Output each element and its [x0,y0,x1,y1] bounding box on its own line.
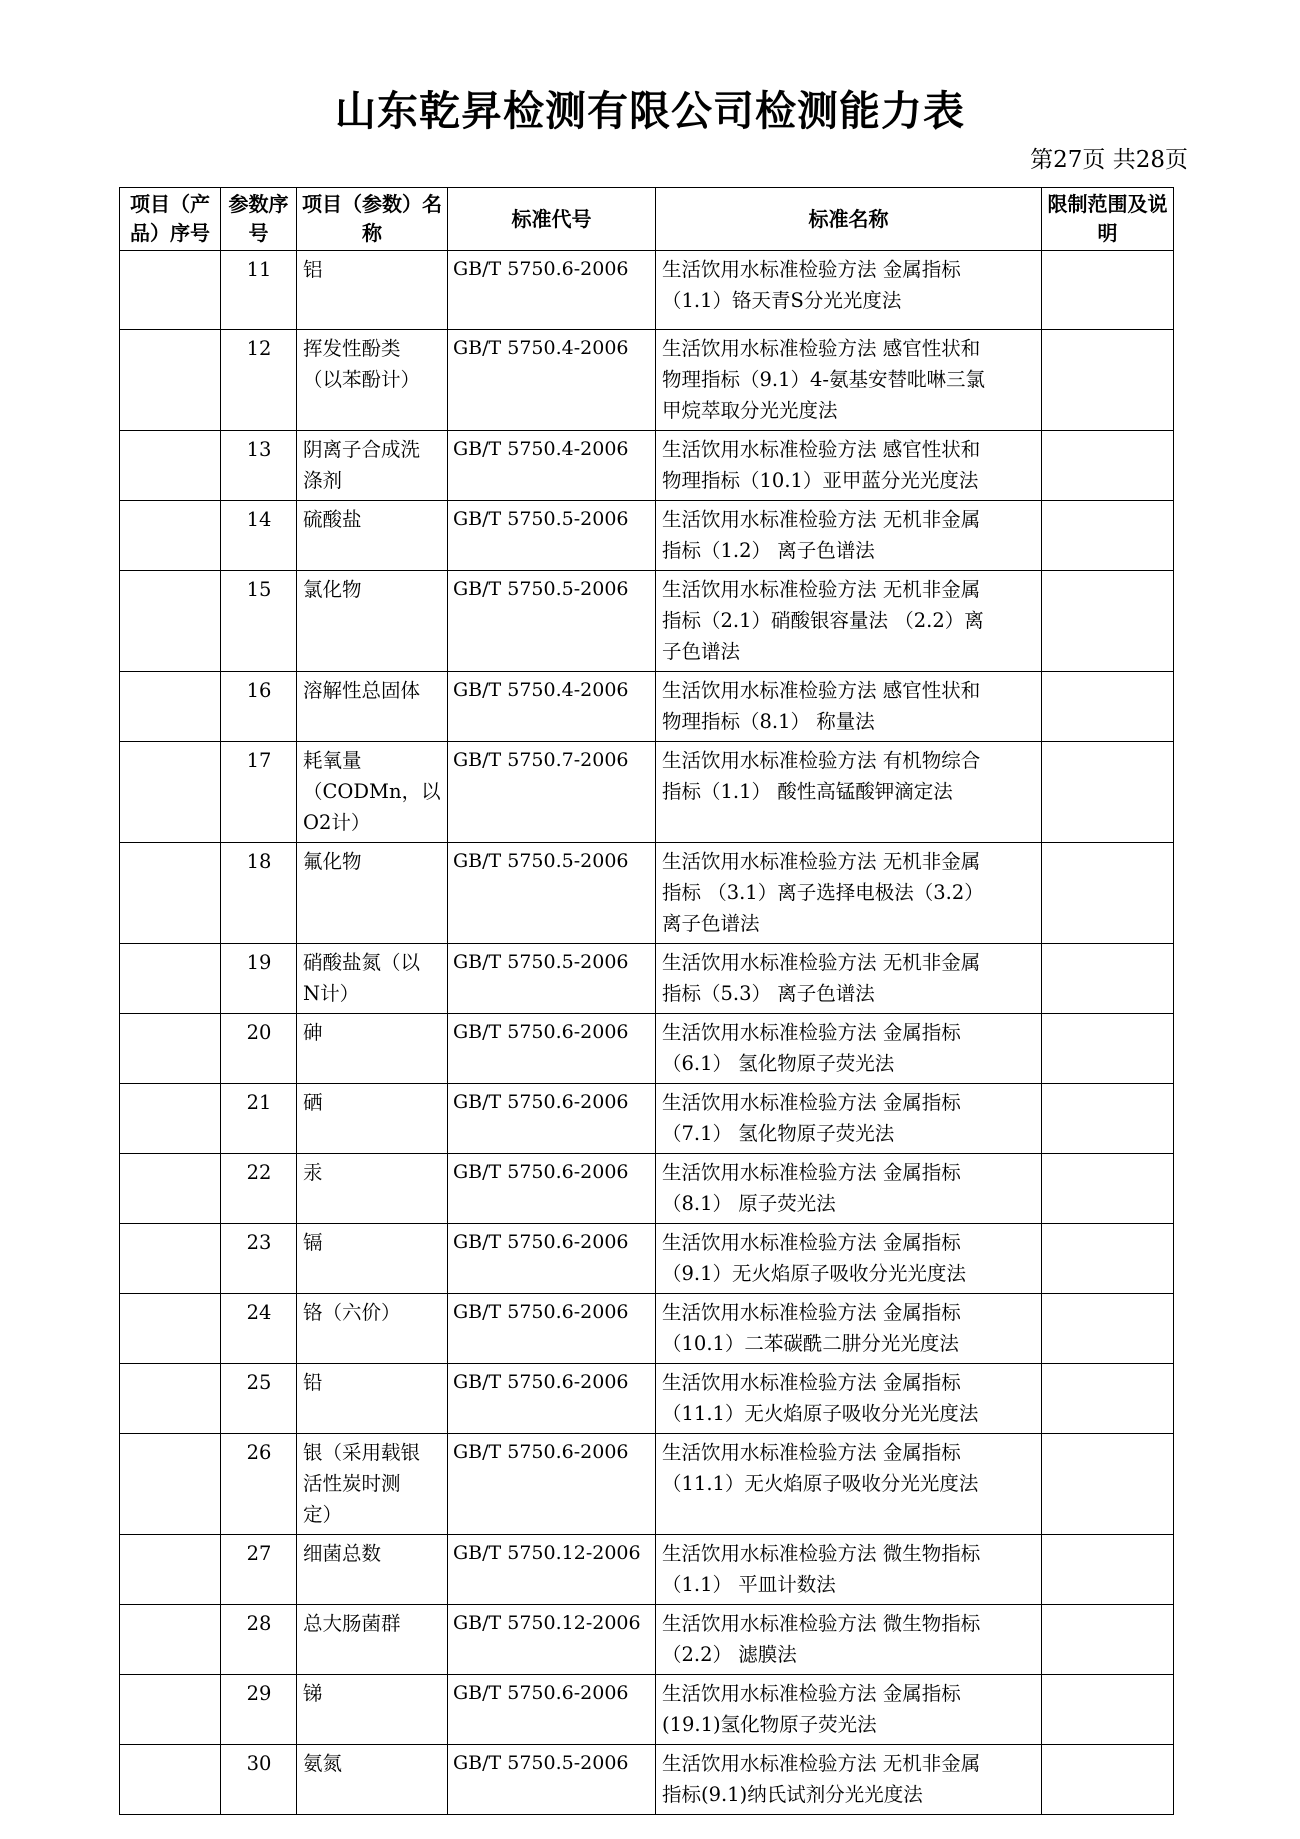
standard-code-cell: GB/T 5750.5-2006 [448,843,656,944]
param-name-line: 镉 [303,1231,323,1254]
limit-scope-cell [1042,571,1174,672]
table-row [120,843,1174,944]
table-row [120,1364,1174,1434]
standard-name-line: 离子色谱法 [662,912,760,935]
limit-scope-cell [1042,1434,1174,1535]
standard-code-cell: GB/T 5750.6-2006 [448,1675,656,1745]
standard-code-cell: GB/T 5750.6-2006 [448,1014,656,1084]
param-name-cell [297,431,448,501]
param-no-cell: 21 [221,1084,297,1154]
standard-name-cell [656,742,1042,843]
param-name-line: 溶解性总固体 [303,679,421,702]
standard-name-cell [656,1014,1042,1084]
param-name-line: 铬（六价） [303,1301,401,1324]
limit-scope-cell [1042,672,1174,742]
standard-name-line: 指标（1.1） 酸性高锰酸钾滴定法 [662,780,953,803]
table-row [120,742,1174,843]
item-no-cell [120,1084,221,1154]
limit-scope-cell [1042,742,1174,843]
item-no-cell [120,1294,221,1364]
standard-code-cell: GB/T 5750.5-2006 [448,944,656,1014]
standard-name-line: 生活饮用水标准检验方法 无机非金属 [662,850,981,873]
standard-name-line: 生活饮用水标准检验方法 金属指标 [662,1441,961,1464]
table-row [120,1535,1174,1605]
limit-scope-cell [1042,1084,1174,1154]
param-no-cell: 20 [221,1014,297,1084]
standard-name-cell [656,431,1042,501]
item-no-cell [120,843,221,944]
standard-code-cell: GB/T 5750.6-2006 [448,1224,656,1294]
standard-name-line: （2.2） 滤膜法 [662,1643,797,1666]
standard-name-line: （9.1）无火焰原子吸收分光光度法 [662,1262,967,1285]
capability-table [119,187,1174,1815]
param-no-cell: 22 [221,1154,297,1224]
standard-name-line: （11.1）无火焰原子吸收分光光度法 [662,1402,979,1425]
document-title: 山东乾昇检测有限公司检测能力表 [335,87,965,135]
standard-name-cell [656,1535,1042,1605]
param-name-cell [297,1084,448,1154]
standard-name-cell [656,1084,1042,1154]
param-name-line: 氟化物 [303,850,362,873]
limit-scope-cell [1042,1364,1174,1434]
standard-name-line: 生活饮用水标准检验方法 无机非金属 [662,951,981,974]
standard-name-line: 生活饮用水标准检验方法 金属指标 [662,1161,961,1184]
standard-name-line: 生活饮用水标准检验方法 有机物综合 [662,749,981,772]
table-row [120,1154,1174,1224]
standard-code-cell: GB/T 5750.12-2006 [448,1535,656,1605]
limit-scope-cell [1042,944,1174,1014]
standard-name-cell [656,672,1042,742]
item-no-cell [120,742,221,843]
item-no-cell [120,1434,221,1535]
param-name-cell [297,1434,448,1535]
item-no-cell [120,1014,221,1084]
param-name-cell [297,843,448,944]
limit-scope-cell [1042,1535,1174,1605]
standard-name-cell [656,1294,1042,1364]
item-no-cell [120,330,221,431]
limit-scope-cell [1042,843,1174,944]
item-no-cell [120,1224,221,1294]
param-name-line: 总大肠菌群 [303,1612,401,1635]
param-name-cell [297,672,448,742]
item-no-cell [120,1364,221,1434]
param-name-line: 铝 [303,258,323,281]
item-no-cell [120,571,221,672]
standard-name-line: 物理指标（8.1） 称量法 [662,710,875,733]
limit-scope-cell [1042,330,1174,431]
param-name-line: N计） [303,982,360,1005]
standard-name-line: (19.1)氢化物原子荧光法 [662,1713,877,1736]
table-row [120,1014,1174,1084]
item-no-cell [120,251,221,330]
standard-name-line: 子色谱法 [662,640,741,663]
standard-code-cell: GB/T 5750.5-2006 [448,571,656,672]
standard-name-line: 指标（1.2） 离子色谱法 [662,539,875,562]
standard-name-cell [656,1434,1042,1535]
standard-name-line: 生活饮用水标准检验方法 感官性状和 [662,679,981,702]
standard-name-line: （8.1） 原子荧光法 [662,1192,836,1215]
param-name-cell [297,944,448,1014]
param-no-cell: 29 [221,1675,297,1745]
header-param-name: 项目（参数）名称 [297,188,448,251]
header-item-no: 项目（产品）序号 [120,188,221,251]
param-name-cell [297,1154,448,1224]
param-no-cell: 19 [221,944,297,1014]
standard-name-line: 生活饮用水标准检验方法 金属指标 [662,1091,961,1114]
standard-name-line: 生活饮用水标准检验方法 微生物指标 [662,1542,981,1565]
table-row [120,1224,1174,1294]
table-row [120,330,1174,431]
standard-code-cell: GB/T 5750.12-2006 [448,1605,656,1675]
param-name-line: 锑 [303,1682,323,1705]
standard-name-line: 生活饮用水标准检验方法 无机非金属 [662,578,981,601]
limit-scope-cell [1042,1294,1174,1364]
standard-name-line: 甲烷萃取分光光度法 [662,399,838,422]
header-param-no: 参数序号 [221,188,297,251]
standard-name-line: 生活饮用水标准检验方法 金属指标 [662,1371,961,1394]
param-no-cell: 18 [221,843,297,944]
table-header-row [120,188,1174,251]
param-name-cell [297,501,448,571]
standard-name-cell [656,1745,1042,1815]
limit-scope-cell [1042,431,1174,501]
standard-name-cell [656,501,1042,571]
param-no-cell: 14 [221,501,297,571]
param-no-cell: 28 [221,1605,297,1675]
param-name-cell [297,330,448,431]
standard-name-line: 指标（2.1）硝酸银容量法 （2.2）离 [662,609,984,632]
standard-name-line: （10.1）二苯碳酰二肼分光光度法 [662,1332,959,1355]
limit-scope-cell [1042,1154,1174,1224]
table-body [120,251,1174,1815]
table-row [120,1745,1174,1815]
param-name-line: 细菌总数 [303,1542,382,1565]
standard-name-cell [656,1224,1042,1294]
standard-name-line: 生活饮用水标准检验方法 无机非金属 [662,1752,981,1775]
page-indicator: 第27页 共28页 [1030,147,1188,173]
standard-name-line: 生活饮用水标准检验方法 金属指标 [662,258,961,281]
standard-code-cell: GB/T 5750.6-2006 [448,251,656,330]
param-name-line: 定） [303,1503,343,1526]
param-name-cell [297,1745,448,1815]
limit-scope-cell [1042,251,1174,330]
table-row [120,431,1174,501]
item-no-cell [120,431,221,501]
item-no-cell [120,1745,221,1815]
param-no-cell: 15 [221,571,297,672]
standard-name-line: 生活饮用水标准检验方法 金属指标 [662,1301,961,1324]
standard-code-cell: GB/T 5750.5-2006 [448,1745,656,1815]
item-no-cell [120,1675,221,1745]
standard-name-line: 生活饮用水标准检验方法 金属指标 [662,1231,961,1254]
table-row [120,944,1174,1014]
param-name-line: O2计） [303,811,371,834]
param-no-cell: 16 [221,672,297,742]
standard-name-cell [656,251,1042,330]
standard-name-line: （1.1） 平皿计数法 [662,1573,836,1596]
header-standard-name: 标准名称 [656,188,1042,251]
param-name-line: 耗氧量 [303,749,362,772]
header-limit-scope: 限制范围及说明 [1042,188,1174,251]
param-no-cell: 26 [221,1434,297,1535]
param-name-line: 硒 [303,1091,323,1114]
item-no-cell [120,1154,221,1224]
item-no-cell [120,1605,221,1675]
item-no-cell [120,944,221,1014]
standard-name-line: 生活饮用水标准检验方法 感官性状和 [662,438,981,461]
param-name-cell [297,1605,448,1675]
param-name-line: 硝酸盐氮（以 [303,951,421,974]
param-name-line: 砷 [303,1021,323,1044]
limit-scope-cell [1042,1605,1174,1675]
standard-name-cell [656,944,1042,1014]
standard-code-cell: GB/T 5750.4-2006 [448,431,656,501]
item-no-cell [120,1535,221,1605]
standard-name-line: 生活饮用水标准检验方法 感官性状和 [662,337,981,360]
item-no-cell [120,672,221,742]
param-name-cell [297,251,448,330]
param-no-cell: 25 [221,1364,297,1434]
param-name-line: （CODMn，以 [303,780,441,803]
param-name-cell [297,742,448,843]
table-row [120,251,1174,330]
param-name-line: 铅 [303,1371,323,1394]
param-name-line: （以苯酚计） [303,368,421,391]
header-standard-code: 标准代号 [448,188,656,251]
param-name-cell [297,1675,448,1745]
limit-scope-cell [1042,501,1174,571]
standard-code-cell: GB/T 5750.4-2006 [448,330,656,431]
standard-code-cell: GB/T 5750.6-2006 [448,1434,656,1535]
standard-name-line: 生活饮用水标准检验方法 无机非金属 [662,508,981,531]
standard-code-cell: GB/T 5750.6-2006 [448,1084,656,1154]
standard-code-cell: GB/T 5750.6-2006 [448,1364,656,1434]
standard-name-cell [656,1675,1042,1745]
param-name-cell [297,1014,448,1084]
param-name-line: 氨氮 [303,1752,343,1775]
param-no-cell: 24 [221,1294,297,1364]
limit-scope-cell [1042,1014,1174,1084]
table-row [120,571,1174,672]
standard-name-cell [656,843,1042,944]
standard-name-line: 生活饮用水标准检验方法 金属指标 [662,1021,961,1044]
table-row [120,672,1174,742]
limit-scope-cell [1042,1675,1174,1745]
standard-name-line: 生活饮用水标准检验方法 微生物指标 [662,1612,981,1635]
standard-name-line: 指标(9.1)纳氏试剂分光光度法 [662,1783,923,1806]
standard-name-line: 生活饮用水标准检验方法 金属指标 [662,1682,961,1705]
standard-code-cell: GB/T 5750.7-2006 [448,742,656,843]
param-name-line: 涤剂 [303,469,343,492]
param-name-cell [297,1224,448,1294]
standard-name-line: （7.1） 氢化物原子荧光法 [662,1122,895,1145]
standard-name-cell [656,1154,1042,1224]
table-row [120,1605,1174,1675]
param-name-line: 银（采用载银 [303,1441,421,1464]
table-row [120,1084,1174,1154]
param-no-cell: 23 [221,1224,297,1294]
param-name-line: 挥发性酚类 [303,337,401,360]
param-name-line: 硫酸盐 [303,508,362,531]
table-row [120,501,1174,571]
param-name-cell [297,1294,448,1364]
standard-code-cell: GB/T 5750.4-2006 [448,672,656,742]
standard-name-line: （1.1）铬天青S分光光度法 [662,289,902,312]
limit-scope-cell [1042,1745,1174,1815]
param-name-cell [297,571,448,672]
item-no-cell [120,501,221,571]
standard-code-cell: GB/T 5750.6-2006 [448,1294,656,1364]
standard-code-cell: GB/T 5750.6-2006 [448,1154,656,1224]
standard-name-line: 物理指标（9.1）4-氨基安替吡啉三氯 [662,368,986,391]
standard-name-line: 指标 （3.1）离子选择电极法（3.2） [662,881,984,904]
table-row [120,1434,1174,1535]
param-no-cell: 12 [221,330,297,431]
param-no-cell: 11 [221,251,297,330]
standard-name-line: （11.1）无火焰原子吸收分光光度法 [662,1472,979,1495]
standard-name-line: 物理指标（10.1）亚甲蓝分光光度法 [662,469,979,492]
standard-name-line: 指标（5.3） 离子色谱法 [662,982,875,1005]
param-no-cell: 17 [221,742,297,843]
standard-name-line: （6.1） 氢化物原子荧光法 [662,1052,895,1075]
limit-scope-cell [1042,1224,1174,1294]
standard-name-cell [656,571,1042,672]
param-name-line: 氯化物 [303,578,362,601]
param-name-line: 汞 [303,1161,323,1184]
table-row [120,1675,1174,1745]
param-no-cell: 27 [221,1535,297,1605]
standard-name-cell [656,330,1042,431]
standard-name-cell [656,1605,1042,1675]
table-row [120,1294,1174,1364]
param-name-cell [297,1535,448,1605]
param-no-cell: 30 [221,1745,297,1815]
param-no-cell: 13 [221,431,297,501]
param-name-line: 活性炭时测 [303,1472,401,1495]
standard-name-cell [656,1364,1042,1434]
standard-code-cell: GB/T 5750.5-2006 [448,501,656,571]
param-name-line: 阴离子合成洗 [303,438,421,461]
param-name-cell [297,1364,448,1434]
